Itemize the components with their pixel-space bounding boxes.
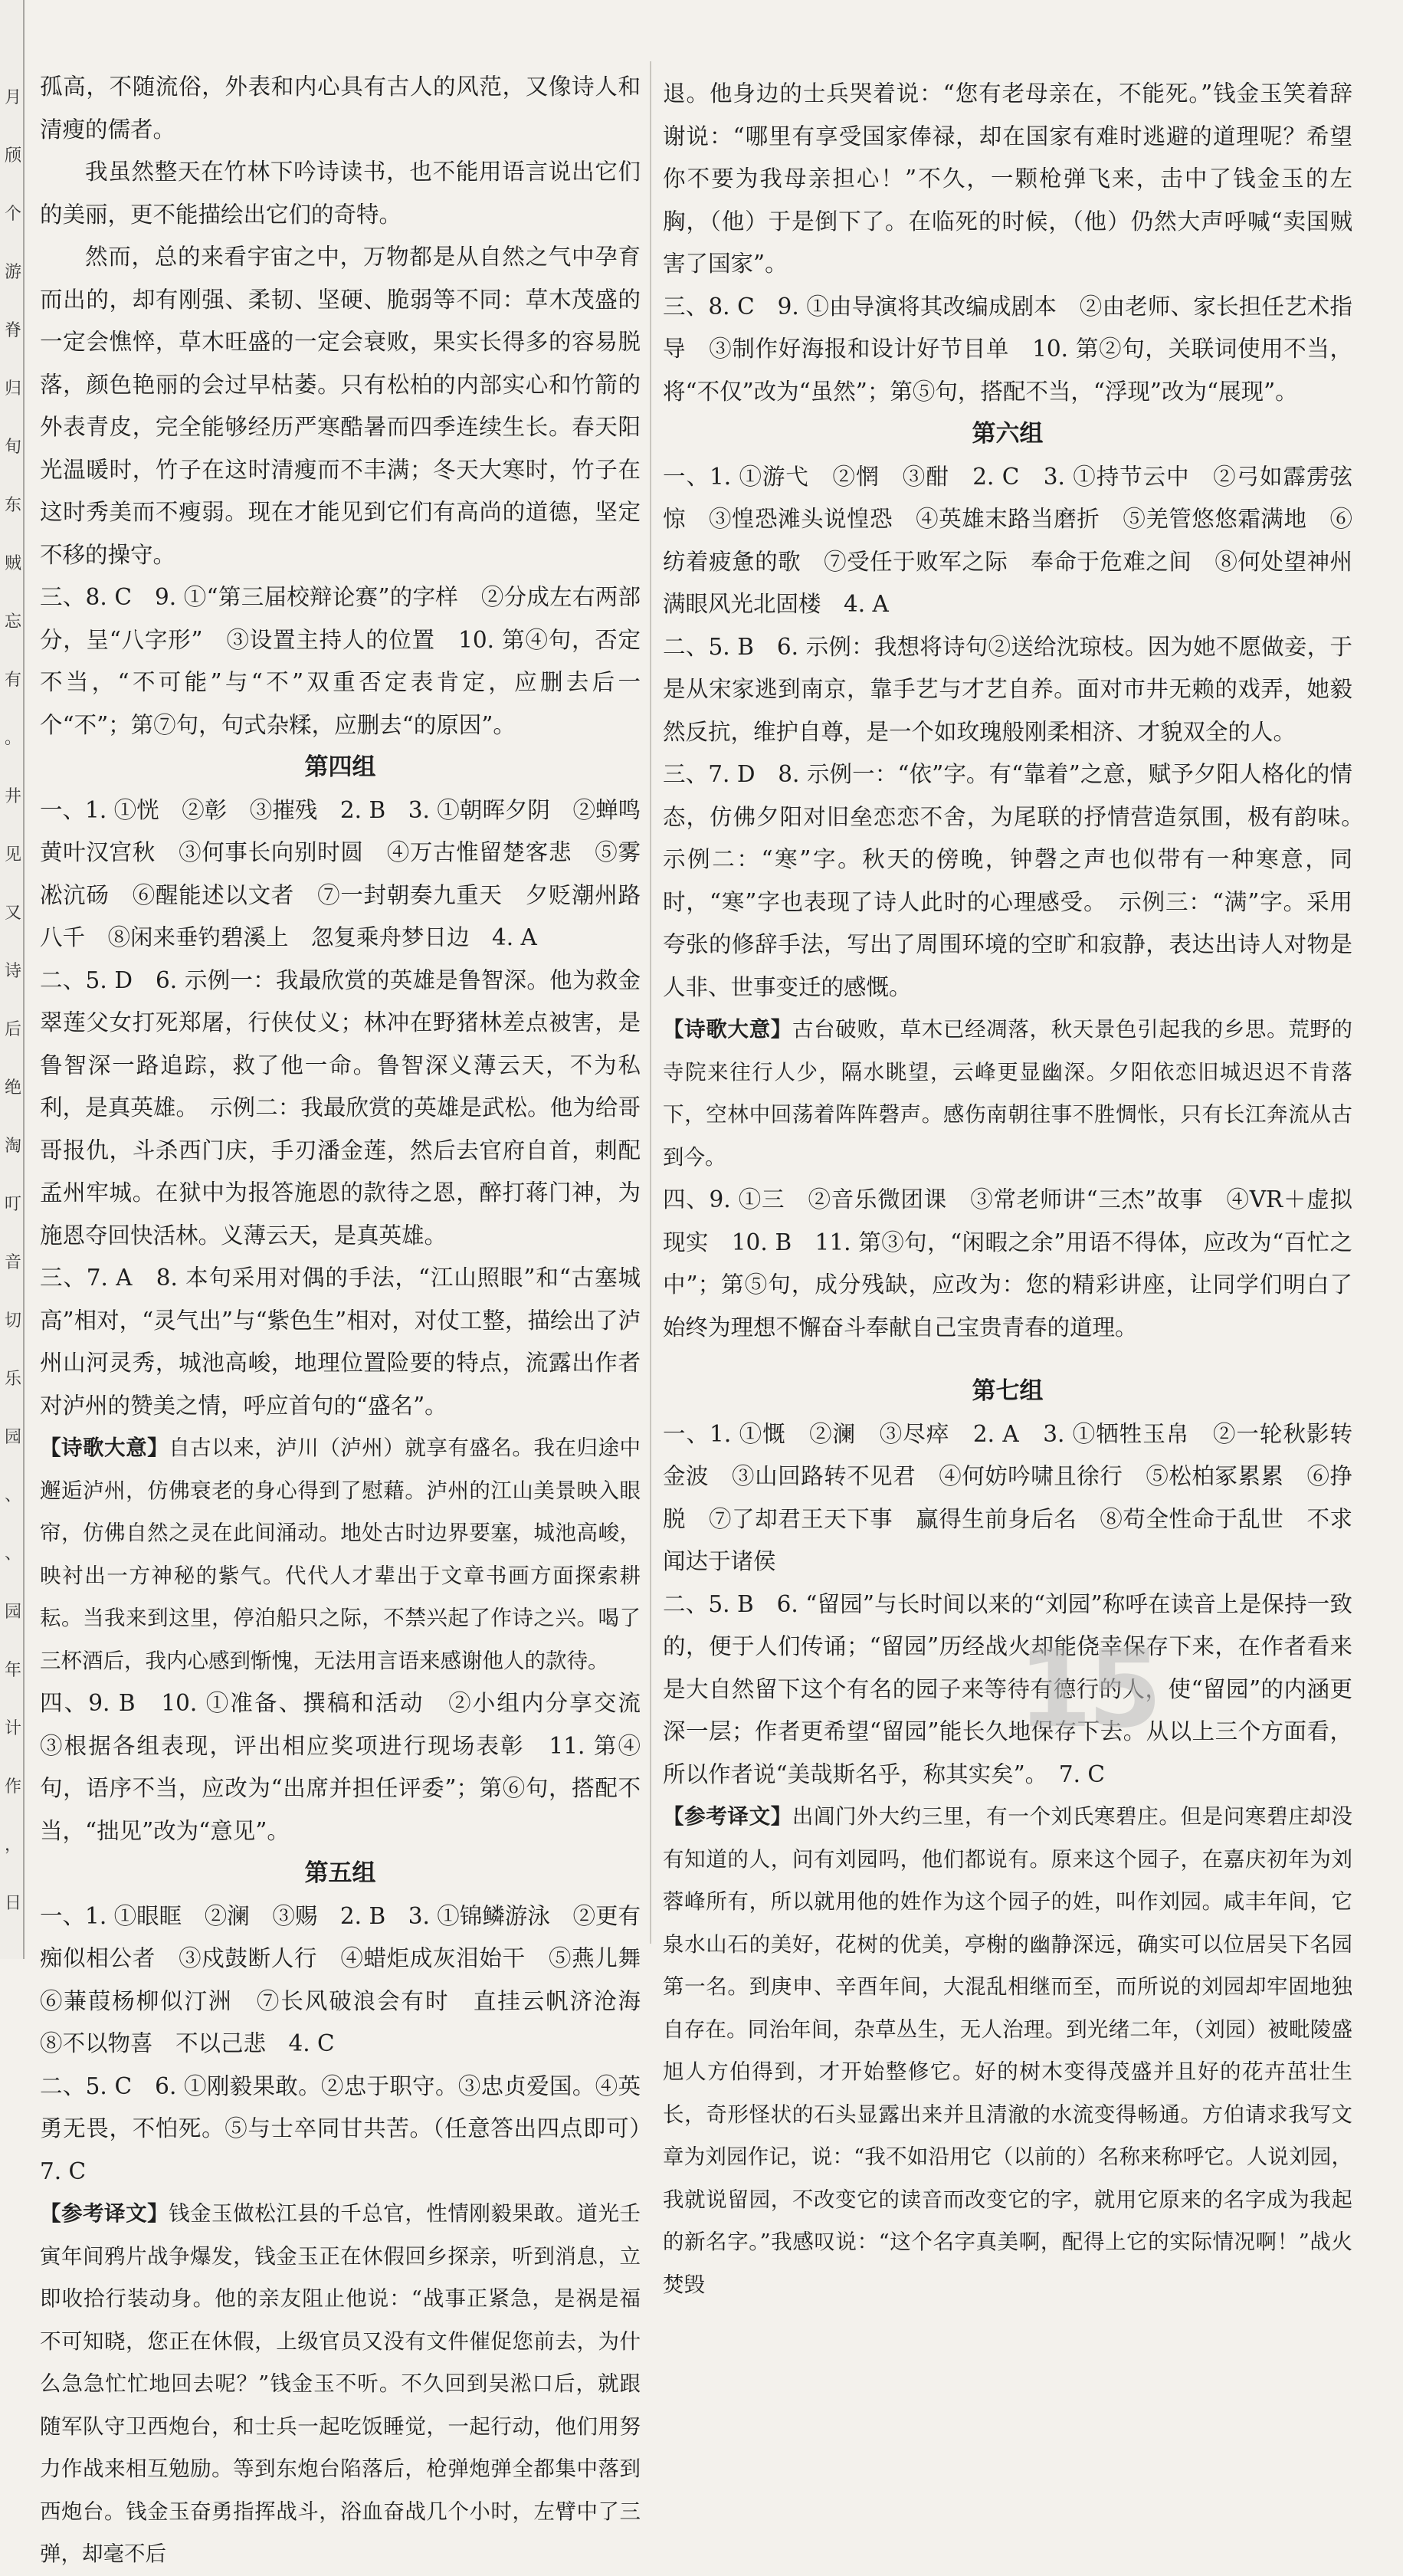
column-divider bbox=[650, 61, 651, 1944]
left-column bbox=[40, 66, 664, 2576]
margin-glyph: 个 bbox=[5, 205, 22, 224]
binding-margin-strip bbox=[0, 0, 25, 1959]
reference-translation-text: 出阊门外大约三里，有一个刘氏寒碧庄。但是问寒碧庄却没有知道的人，问有刘园吗，他们都说有。原来这个园子，在嘉庆初年为刘蓉峰所有，所以就用他的姓作为这个园子的姓，叫作刘园。咸丰年间，它泉水山石的美好，花树的优美，亭榭的幽静深远，确实可以位居吴下名园第一名。到庚申、辛酉年间，大混乱相继而至，而所说的刘园却牢固地独自存在。同治年间，杂草丛生，无人治理。到光绪二年，（刘园）被毗陵盛旭人方伯得到，才开始整修它。好的树木变得茂盛并且好的花卉茁壮生长，奇形怪状的石头显露出来并且清澈的水流变得畅通。方伯请求我写文章为刘园作记，说：“我不如沿用它（以前的）名称来称呼它。人说刘园，我就说留园，不改变它的读音而改变它的字，就用它原来的名字成为我起的新名字。”我感叹说：“这个名字真美啊，配得上它的实际情况啊！”战火焚毁 bbox=[663, 1804, 1353, 2297]
margin-glyph: 东 bbox=[5, 496, 22, 515]
group-title-4: 第四组 bbox=[304, 753, 376, 781]
margin-glyph: 月 bbox=[5, 88, 22, 107]
answer-section: 三、8. C 9. ①由导演将其改编成剧本 ②由老师、家长担任艺术指导 ③制作好海报和设计好节目单 10. 第②句，关联词使用不当，将“不仅”改为“虽然”；第⑤句，搭配不当，“浮现”改为“展现”。 bbox=[663, 293, 1352, 405]
reference-translation-text: 钱金玉做松江县的千总官，性情刚毅果敢。道光壬寅年间鸦片战争爆发，钱金玉正在休假回乡探亲，听到消息，立即收拾行装动身。他的亲友阻止他说：“战事正紧急，是祸是福不可知晓，您正在休假，上级官员又没有文件催促您前去，为什么急急忙忙地回去呢？”钱金玉不听。不久回到吴淞口后，就跟随军队守卫西炮台，和士兵一起吃饭睡觉，一起行动，他们用努力作战来相互勉励。等到东炮台陷落后，枪弹炮弹全都集中落到西炮台。钱金玉奋勇指挥战斗，浴血奋战几个小时，左臂中了三弹，却毫不后 bbox=[40, 2201, 641, 2566]
margin-glyph: 计 bbox=[5, 1719, 22, 1738]
answer-section: 三、8. C 9. ①“第三届校辩论赛”的字样 ②分成左右两部分，呈“八字形” ③设置主持人的位置 10. 第④句，否定不当，“不可能”与“不”双重否定表肯定，应删去后一个“不”；第⑦句，句式杂糅，应删去“的原因”。 bbox=[40, 584, 641, 738]
translation-continued: 孤高，不随流俗，外表和内心具有古人的风范，又像诗人和清瘦的儒者。 bbox=[40, 74, 641, 143]
margin-glyph: 后 bbox=[5, 1020, 22, 1039]
margin-glyph: 旬 bbox=[5, 438, 22, 457]
group-title-5: 第五组 bbox=[304, 1859, 376, 1887]
group-title-6: 第六组 bbox=[972, 420, 1044, 448]
margin-glyph: 。 bbox=[5, 729, 22, 748]
margin-glyph: 、 bbox=[5, 1544, 22, 1564]
poem-meaning-text: 自古以来，泸川（泸州）就享有盛名。我在归途中邂逅泸州，仿佛衰老的身心得到了慰藉。泸州的江山美景映入眼帘，仿佛自然之灵在此间涌动。地处古时边界要塞，城池高峻，映衬出一方神秘的紫气。代代人才辈出于文章书画方面探索耕耘。当我来到这里，停泊船只之际，不禁兴起了作诗之兴。喝了三杯酒后，我内心感到惭愧，无法用言语来感谢他人的款待。 bbox=[40, 1436, 641, 1673]
margin-glyph: 忘 bbox=[5, 612, 22, 632]
page-number: 15 bbox=[1018, 1627, 1158, 1752]
group-title-7: 第七组 bbox=[972, 1377, 1044, 1405]
margin-glyph: 归 bbox=[5, 379, 22, 399]
margin-glyph: 有 bbox=[5, 671, 22, 690]
answer-section: 二、5. B 6. 示例：我想将诗句②送给沈琼枝。因为她不愿做妾，于是从宋家逃到南京，靠手艺与才艺自养。面对市井无赖的戏弄，她毅然反抗，维护自尊，是一个如玫瑰般刚柔相济、才貌双全的人。 bbox=[663, 633, 1352, 745]
margin-glyph: 日 bbox=[5, 1894, 22, 1913]
reference-translation bbox=[663, 1796, 1352, 2306]
margin-glyph: 作 bbox=[5, 1777, 22, 1797]
margin-glyph: ， bbox=[5, 1836, 22, 1855]
answer-section: 二、5. C 6. ①刚毅果敢。②忠于职守。③忠贞爱国。④英勇无畏，不怕死。⑤与士卒同甘共苦。（任意答出四点即可） 7. C bbox=[40, 2072, 664, 2184]
answer-section: 二、5. B 6. “留园”与长时间以来的“刘园”称呼在读音上是保持一致的，便于人们传诵；“留园”历经战火却能侥幸保存下来，在作者看来是大自然留下这个有名的园子来等待有德行的人，使“留园”的内涵更深一层；作者更希望“留园”能长久地保存下去。从以上三个方面看，所以作者说“美哉斯名乎，称其实矣”。 7. C bbox=[663, 1590, 1352, 1787]
margin-glyph: 颀 bbox=[5, 146, 22, 166]
margin-glyph: 乐 bbox=[5, 1370, 22, 1389]
reference-translation-tag: 【参考译文】 bbox=[40, 2201, 169, 2226]
spacer bbox=[663, 1349, 1352, 1370]
answer-section: 一、1. ①慨 ②澜 ③尽瘁 2. A 3. ①牺牲玉帛 ②一轮秋影转金波 ③山回路转不见君 ④何妨吟啸且徐行 ⑤松柏冢累累 ⑥挣脱 ⑦了却君王天下事 赢得生前身后名 ⑧苟全性命于乱世 不求闻达于诸侯 bbox=[663, 1420, 1352, 1574]
answer-section: 一、1. ①恍 ②彰 ③摧残 2. B 3. ①朝晖夕阴 ②蝉鸣黄叶汉宫秋 ③何事长向别时圆 ④万古惟留楚客悲 ⑤雾凇沆砀 ⑥醒能述以文者 ⑦一封朝奏九重天 夕贬潮州路八千 ⑧闲来垂钓碧溪上 忽复乘舟梦日边 4. A bbox=[40, 796, 641, 950]
margin-glyph: 又 bbox=[5, 904, 22, 923]
answer-section: 三、7. A 8. 本句采用对偶的手法，“江山照眼”和“古塞城高”相对，“灵气出”与“紫色生”相对，对仗工整，描绘出了泸州山河灵秀，城池高峻，地理位置险要的特点，流露出作者对泸州的赞美之情，呼应首句的“盛名”。 bbox=[40, 1265, 641, 1419]
translation-paragraph: 我虽然整天在竹林下吟诗读书，也不能用语言说出它们的美丽，更不能描绘出它们的奇特。 bbox=[40, 159, 641, 228]
margin-glyph: 音 bbox=[5, 1253, 22, 1272]
translation-paragraph: 然而，总的来看宇宙之中，万物都是从自然之气中孕育而出的，却有刚强、柔韧、坚硬、脆弱等不同：草木茂盛的一定会憔悴，草木旺盛的一定会衰败，果实长得多的容易脱落，颜色艳丽的会过早枯萎。只有松柏的内部实心和竹箭的外表青皮，完全能够经历严寒酷暑而四季连续生长。春天阳光温暖时，竹子在这时清瘦而不丰满；冬天大寒时，竹子在这时秀美而不瘦弱。现在才能见到它们有高尚的道德，坚定不移的操守。 bbox=[40, 244, 641, 568]
margin-glyph: 绝 bbox=[5, 1078, 22, 1098]
answer-section: 四、9. B 10. ①准备、撰稿和活动 ②小组内分享交流 ③根据各组表现，评出相应奖项进行现场表彰 11. 第④句，语序不当，应改为“出席并担任评委”；第⑥句，搭配不当，“拙见”改为“意见”。 bbox=[40, 1690, 664, 1844]
right-column bbox=[663, 73, 1375, 2306]
margin-glyph: 切 bbox=[5, 1311, 22, 1331]
poem-meaning-text: 古台破败，草木已经凋落，秋天景色引起我的乡思。荒野的寺院来往行人少，隔水眺望，云峰更显幽深。夕阳依恋旧城迟迟不肯落下，空林中回荡着阵阵磬声。感伤南朝往事不胜惆怅，只有长江奔流从古到今。 bbox=[663, 1017, 1353, 1170]
translation-continued: 退。他身边的士兵哭着说：“您有老母亲在，不能死。”钱金玉笑着辞谢说：“哪里有享受国家俸禄，却在国家有难时逃避的道理呢？希望你不要为我母亲担心！”不久，一颗枪弹飞来，击中了钱金玉的左胸，（他）于是倒下了。在临死的时候，（他）仍然大声呼喊“卖国贼害了国家”。 bbox=[663, 80, 1352, 277]
margin-glyph: 贼 bbox=[5, 554, 22, 573]
poem-meaning bbox=[663, 1009, 1352, 1179]
poem-meaning bbox=[40, 1427, 641, 1682]
answer-section: 四、9. ①三 ②音乐微团课 ③常老师讲“三杰”故事 ④VR＋虚拟现实 10. B 11. 第③句，“闲暇之余”用语不得体，应改为“百忙之中”；第⑤句，成分残缺，应改为：您的精彩讲座，让同学们明白了始终为理想不懈奋斗奉献自己宝贵青春的道理。 bbox=[663, 1186, 1352, 1341]
poem-meaning-tag: 【诗歌大意】 bbox=[40, 1436, 169, 1460]
answer-section: 二、5. D 6. 示例一：我最欣赏的英雄是鲁智深。他为救金翠莲父女打死郑屠，行侠仗义；林冲在野猪林差点被害，是鲁智深一路追踪，救了他一命。鲁智深义薄云天，不为私利，是真英雄。 示例二：我最欣赏的英雄是武松。他为给哥哥报仇，斗杀西门庆，手刃潘金莲，然后去官府自首，刺配孟州牢城。在狱中为报答施恩的款待之恩，醉打蒋门神，为施恩夺回快活林。义薄云天，是真英雄。 bbox=[40, 966, 641, 1249]
margin-glyph: 见 bbox=[5, 845, 22, 865]
margin-glyph: 脊 bbox=[5, 321, 22, 340]
poem-meaning-tag: 【诗歌大意】 bbox=[663, 1017, 792, 1042]
margin-glyph: 、 bbox=[5, 1486, 22, 1505]
answer-section: 一、1. ①眼眶 ②澜 ③赐 2. B 3. ①锦鳞游泳 ②更有痴似相公者 ③戍鼓断人行 ④蜡炬成灰泪始干 ⑤燕儿舞 ⑥蒹葭杨柳似汀洲 ⑦长风破浪会有时 直挂云帆济沧海 ⑧不以物喜 不以己悲 4. C bbox=[40, 1902, 664, 2056]
answer-section: 三、7. D 8. 示例一：“依”字。有“靠着”之意，赋予夕阳人格化的情态，仿佛夕阳对旧垒恋恋不舍，为尾联的抒情营造氛围，极有韵味。 示例二：“寒”字。秋天的傍晚，钟磬之声也似带有一种寒意，同时，“寒”字也表现了诗人此时的心理感受。 示例三：“满”字。采用夸张的修辞手法，写出了周围环境的空旷和寂静，表达出诗人对物是人非、世事变迁的感慨。 bbox=[663, 761, 1375, 1000]
margin-glyph: 井 bbox=[5, 787, 22, 806]
margin-glyph: 叮 bbox=[5, 1195, 22, 1214]
margin-glyph: 园 bbox=[5, 1603, 22, 1622]
margin-glyph: 淘 bbox=[5, 1137, 22, 1156]
margin-glyph: 诗 bbox=[5, 962, 22, 981]
answer-section: 一、1. ①游弋 ②惘 ③酣 2. C 3. ①持节云中 ②弓如霹雳弦惊 ③惶恐滩头说惶恐 ④英雄末路当磨折 ⑤羌管悠悠霜满地 ⑥纺着疲惫的歌 ⑦受任于败军之际 奉命于危难之间 ⑧何处望神州 满眼风光北固楼 4. A bbox=[663, 463, 1375, 617]
margin-glyph: 年 bbox=[5, 1661, 22, 1680]
margin-glyph: 园 bbox=[5, 1428, 22, 1447]
reference-translation-tag: 【参考译文】 bbox=[663, 1804, 792, 1829]
margin-glyph: 游 bbox=[5, 263, 22, 282]
reference-translation bbox=[40, 2193, 641, 2576]
